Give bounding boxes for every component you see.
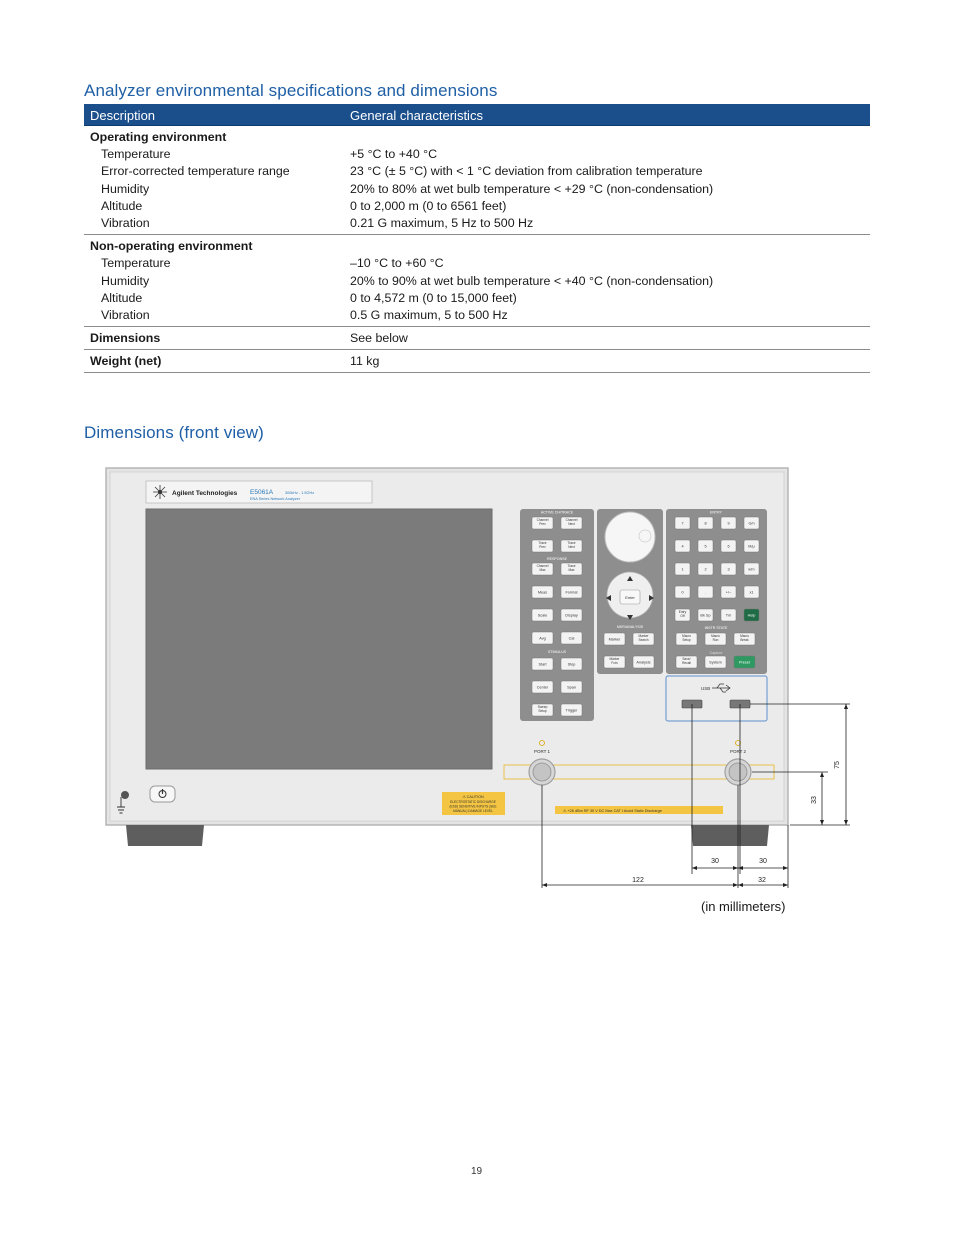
instrument-key — [744, 563, 759, 575]
spec-table-header — [84, 104, 870, 126]
instrument-key — [698, 517, 713, 529]
instrument-key — [561, 681, 582, 693]
key-label: Trace — [567, 564, 576, 568]
key-label: Sweep — [537, 705, 548, 709]
instrument-key — [744, 540, 759, 552]
instrument-key — [675, 609, 690, 621]
key-label: 1 — [681, 567, 684, 572]
instrument-key — [676, 633, 697, 645]
brand-name: Agilent Technologies — [172, 490, 238, 497]
instrument-key — [532, 540, 553, 552]
dimensions-row: Dimensions See below — [84, 327, 870, 350]
capture-label: Capture — [709, 651, 723, 655]
group-label-entry: ENTRY — [709, 510, 723, 515]
key-label: Macro — [740, 634, 749, 638]
table-row: Humidity 20% to 80% at wet bulb temperature < +29 °C (non-condensation) — [101, 181, 714, 196]
key-label: Search — [638, 638, 649, 642]
key-label: Trace — [567, 541, 576, 545]
agilent-logo-icon — [153, 485, 167, 499]
svg-text:Enter: Enter — [625, 595, 635, 600]
key-label: +/– — [725, 590, 732, 595]
port2-label: PORT 2 — [729, 749, 747, 754]
key-label: Span — [567, 685, 576, 690]
table-row: Temperature –10 °C to +60 °C — [101, 256, 444, 271]
key-label: Macro — [682, 634, 691, 638]
header-characteristics: General characteristics — [350, 108, 483, 123]
instrument-key — [561, 586, 582, 598]
key-label: Stop — [567, 662, 576, 667]
svg-text:ELECTROSTATIC DISCHARGE: ELECTROSTATIC DISCHARGE — [450, 800, 496, 804]
instrument-key — [604, 633, 625, 645]
svg-text:⚠ +26 dBm RF 35 V DC Max: ⚠ +26 dBm RF 35 V DC Max CAT I Avoid Static Discharge — [563, 809, 662, 813]
key-label: Cal — [568, 636, 575, 641]
instrument-key — [698, 563, 713, 575]
dim-30-right: 30 — [759, 858, 767, 865]
key-panel-left — [520, 509, 594, 721]
model-description: ENA Series Network Analyzer — [250, 497, 301, 501]
instrument-key — [721, 586, 736, 598]
key-label: Entry — [678, 610, 687, 614]
instrument-key — [698, 586, 713, 598]
instrument-key — [675, 517, 690, 529]
instrument-key — [705, 656, 726, 668]
key-label: Break — [740, 638, 749, 642]
key-label: 8 — [704, 521, 707, 526]
dim-33: 33 — [811, 796, 818, 804]
key-label: Bk Sp — [700, 613, 711, 618]
instrument-key — [532, 681, 553, 693]
instrument-key — [675, 586, 690, 598]
key-label: Marker — [608, 637, 621, 642]
group-label-stimulus: STIMULUS — [547, 650, 567, 654]
key-label: 3 — [727, 567, 730, 572]
key-label: Max — [539, 568, 546, 572]
dim-30-left: 30 — [711, 858, 719, 865]
instrument-key — [744, 609, 759, 621]
key-label: Prev — [539, 522, 546, 526]
instrument-key — [675, 563, 690, 575]
units-caption: (in millimeters) — [701, 899, 786, 914]
key-label: Center — [536, 685, 549, 690]
group-label-mkr: MKR/ANALYSIS — [616, 625, 644, 629]
key-label: Trace — [538, 541, 547, 545]
left-foot — [126, 825, 204, 846]
key-label: Tm — [725, 613, 732, 618]
instrument-key — [561, 658, 582, 670]
instrument-key — [734, 656, 755, 668]
non-operating-group — [84, 235, 870, 327]
model-number: E5061A — [250, 489, 274, 496]
instrument-key — [676, 656, 697, 668]
key-label: Channel — [565, 518, 578, 522]
key-label: 2 — [704, 567, 707, 572]
instrument-key — [604, 656, 625, 668]
key-label: Save/ — [682, 657, 691, 661]
key-label: Meas — [537, 590, 548, 595]
table-row: Humidity 20% to 90% at wet bulb temperature < +40 °C (non-condensation) — [101, 273, 714, 288]
non-operating-label: Non-operating environment — [90, 239, 253, 254]
instrument-key — [675, 540, 690, 552]
key-label: Next — [568, 545, 575, 549]
key-label: Channel — [536, 518, 549, 522]
instrument-key — [532, 586, 553, 598]
port1-label: PORT 1 — [533, 749, 551, 754]
instrument-key — [561, 609, 582, 621]
instrument-key — [532, 632, 553, 644]
instrument-key — [561, 704, 582, 716]
table-row: Error-corrected temperature range 23 °C (± 5 °C) with < 1 °C deviation from calibration temperature — [101, 164, 703, 179]
key-label: 9 — [727, 521, 730, 526]
instrument-key — [633, 633, 654, 645]
weight-row: Weight (net) 11 kg — [84, 350, 870, 373]
key-label: 4 — [681, 544, 684, 549]
key-label: 7 — [681, 521, 684, 526]
spec-table — [84, 104, 870, 373]
page-number: 19 — [471, 1166, 483, 1177]
model-range: 300kHz - 1.5GHz — [285, 491, 315, 495]
instrument-key — [721, 517, 736, 529]
key-label: Help — [747, 613, 756, 618]
dim-122: 122 — [632, 877, 644, 884]
instrument-key — [705, 633, 726, 645]
svg-text:⚠ CAUTION: ⚠ CAUTION — [462, 795, 484, 799]
operating-group — [84, 126, 870, 235]
key-label: Setup — [682, 638, 691, 642]
key-label: 0 — [681, 590, 684, 595]
instrument-key — [721, 540, 736, 552]
key-label: 5 — [704, 544, 707, 549]
svg-text:(ESD) SENSITIVE INPUTS (SEE: (ESD) SENSITIVE INPUTS (SEE — [449, 804, 497, 809]
front-view-diagram — [100, 464, 860, 894]
instrument-key — [633, 656, 654, 668]
rotary-knob — [605, 512, 655, 562]
key-label: Fctn — [611, 661, 618, 665]
dim-75: 75 — [834, 761, 841, 769]
instrument-key — [721, 563, 736, 575]
instrument-key — [698, 609, 713, 621]
instrument-key — [744, 586, 759, 598]
key-label: Recall — [682, 661, 691, 665]
operating-label: Operating environment — [90, 130, 227, 144]
instrument-key — [532, 658, 553, 670]
instrument-key — [532, 563, 553, 575]
key-label: Marker — [638, 634, 649, 638]
usb-label: USB — [701, 686, 711, 691]
table-row: Temperature +5 °C to +40 °C — [101, 147, 438, 162]
display-screen — [146, 509, 492, 769]
table-row: Altitude 0 to 4,572 m (0 to 15,000 feet) — [101, 290, 517, 305]
instrument-key — [532, 704, 553, 716]
instrument-key — [561, 563, 582, 575]
dim-32: 32 — [758, 877, 766, 884]
key-label: Avg — [539, 636, 546, 641]
key-label: Max — [568, 568, 575, 572]
usb-panel — [666, 676, 767, 721]
instrument-key — [561, 540, 582, 552]
key-label: Run — [712, 638, 719, 642]
key-label: Preset — [739, 660, 750, 665]
key-label: . — [704, 590, 707, 595]
key-label: k/m — [748, 567, 755, 572]
key-label: Macro — [711, 634, 720, 638]
key-label: Format — [565, 590, 578, 595]
key-label: Off — [680, 614, 685, 618]
key-label: M/μ — [748, 544, 755, 549]
spec-section-title: Analyzer environmental specifications and dimensions — [84, 81, 498, 100]
key-label: Start — [538, 662, 547, 667]
key-label: Display — [565, 613, 578, 618]
instrument-key — [744, 517, 759, 529]
right-foot — [691, 825, 769, 846]
instrument-key — [561, 517, 582, 529]
svg-text:MANUAL) DAMAGE LEVEL: MANUAL) DAMAGE LEVEL — [453, 809, 493, 813]
key-label: 6 — [727, 544, 730, 549]
group-label-active: ACTIVE CH/TRACE — [540, 510, 574, 515]
group-label-instr: INSTR STATE — [704, 626, 728, 630]
instrument-key — [561, 632, 582, 644]
key-label: Marker — [609, 657, 620, 661]
instrument-key — [734, 633, 755, 645]
key-label: Next — [568, 522, 575, 526]
key-label: Channel — [536, 564, 549, 568]
instrument-key — [698, 540, 713, 552]
key-label: G/n — [748, 521, 755, 526]
key-label: System — [709, 660, 722, 665]
key-label: x1 — [749, 590, 754, 595]
table-row: Vibration 0.5 G maximum, 5 to 500 Hz — [101, 307, 508, 322]
key-label: Trigger — [565, 708, 578, 713]
key-label: Setup — [538, 709, 547, 713]
instrument-key — [532, 517, 553, 529]
key-label: Analysis — [636, 660, 651, 665]
table-row: Altitude 0 to 2,000 m (0 to 6561 feet) — [101, 198, 507, 213]
instrument-key — [721, 609, 736, 621]
header-description: Description — [90, 108, 156, 123]
instrument-key — [532, 609, 553, 621]
key-label: Scale — [537, 613, 548, 618]
key-label: Prev — [539, 545, 546, 549]
group-label-response: RESPONSE — [547, 557, 567, 561]
table-row: Vibration 0.21 G maximum, 5 Hz to 500 Hz — [101, 215, 534, 230]
dimensions-section-title: Dimensions (front view) — [84, 423, 264, 442]
